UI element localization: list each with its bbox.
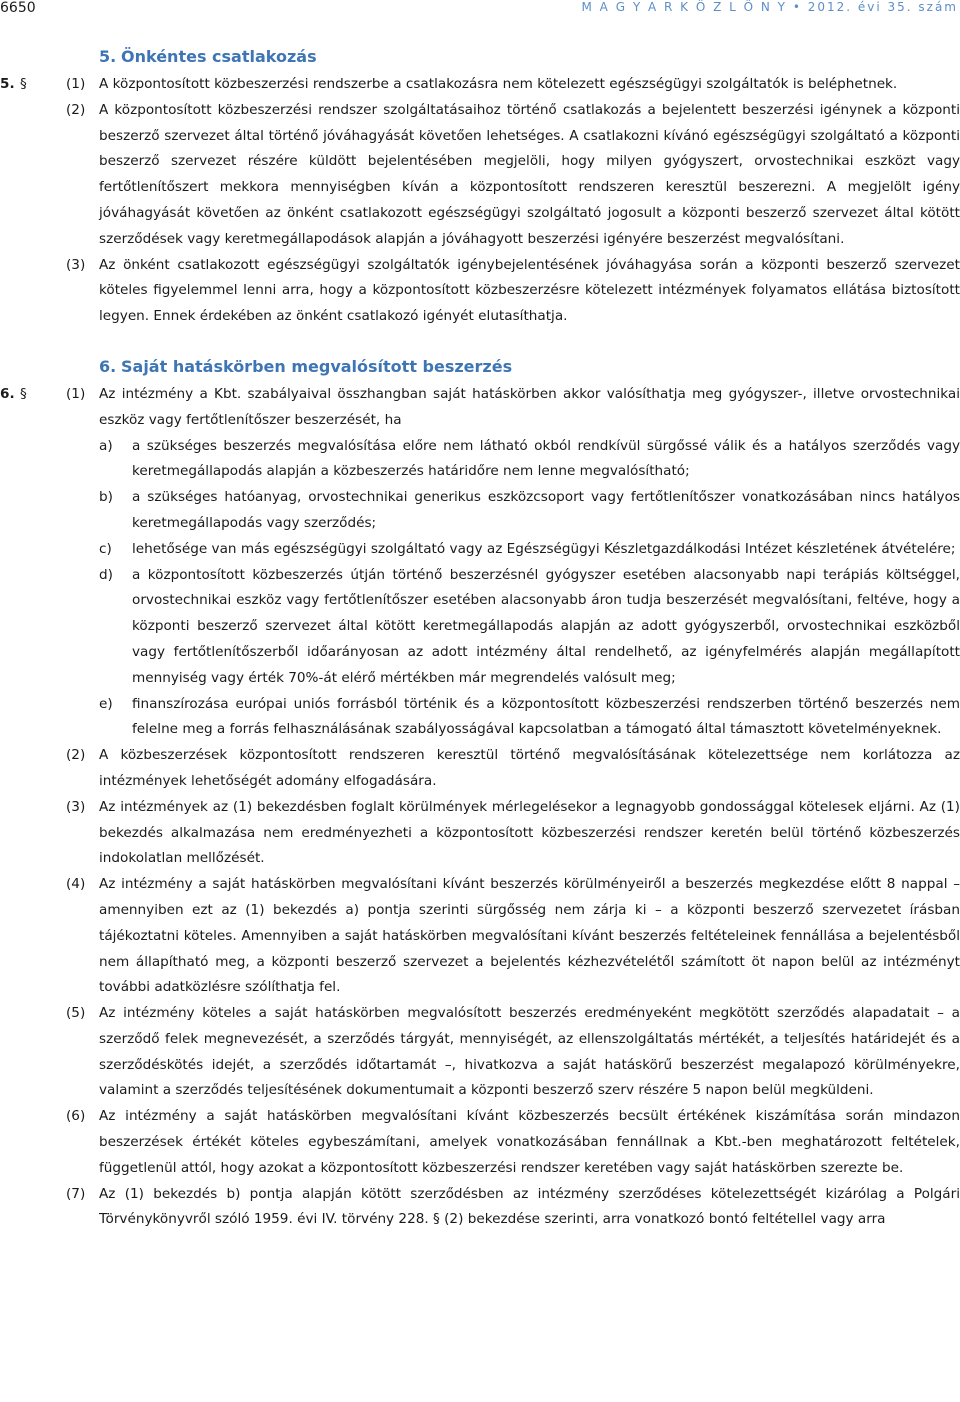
paragraph-text: Az intézmény köteles a saját hatáskörben megvalósított beszerzés eredményeként megkötött szerződés alapadatait – a szerződő felek megnevezését, a szerződés tárgyát, mennyiségét, az ellenszolgáltatás mértékét, a teljesítés határidejét és a szerződéskötés idejét, a szerződés időtartamát –, hivatkozva a saját hatáskörű beszerzést megalapozó körülményekre, valamint a szerződés teljesítésének dokumentumait a központi beszerző szerv részére 5 napon belül megküldeni. <box>99 1005 960 1099</box>
section-label: 6. <box>0 385 15 402</box>
section-title: Saját hatáskörben megvalósított beszerzés <box>121 356 513 376</box>
paragraph-number: (1) <box>66 385 86 402</box>
paragraph-number: (3) <box>66 256 86 273</box>
paragraph-number: (4) <box>66 876 86 893</box>
item-letter: a) <box>99 437 113 454</box>
list-item <box>0 485 960 537</box>
paragraph-text: Az intézmény a saját hatáskörben megvalósítani kívánt beszerzés körülményeiről a beszerzés megkezdése előtt 8 nappal – amennyiben ezt az (1) bekezdés a) pontja szerinti sürgősség nem zárja ki – a központi beszerző szervezetet írásban tájékoztatni köteles. Amennyiben a saját hatáskörben megvalósítani kívánt beszerzés feltételeinek fennállása a bejelentésből nem állapítható meg, a központi beszerző szervezet a bejelentés kézhezvételétől számított öt napon belül az intézményt további adatközlésre szólíthatja fel. <box>99 876 960 996</box>
list-item <box>0 692 960 744</box>
running-header: M A G Y A R K Ö Z L Ö N Y • 2012. évi 35. szám <box>581 0 958 14</box>
paragraph-number: (2) <box>66 747 86 764</box>
paragraph-number: (6) <box>66 1108 86 1125</box>
item-text: lehetősége van más egészségügyi szolgáltató vagy az Egészségügyi Készletgazdálkodási Intézet készletének átvételére; <box>132 540 956 557</box>
paragraph-6-7 <box>0 1182 960 1234</box>
section-sign: § <box>20 76 27 92</box>
list-item <box>0 434 960 486</box>
item-letter: e) <box>99 695 113 712</box>
item-letter: c) <box>99 540 112 557</box>
paragraph-text: A közbeszerzések központosított rendszeren keresztül történő megvalósításának kötelezettsége nem korlátozza az intézmények lehetőségét adomány elfogadására. <box>99 747 960 789</box>
paragraph-text: A központosított közbeszerzési rendszer szolgáltatásaihoz történő csatlakozás a bejelentett beszerzési igénynek a központi beszerző szervezet által történő jóváhagyását követően lehetséges. A csatlakozni kívánó egészségügyi szolgáltató a központi beszerző szervezet részére küldött bejelentésében megjelöli, hogy milyen gyógyszert, orvostechnikai eszközt vagy fertőtlenítőszert mekkora mennyiségben kíván a központosított rendszeren keresztül beszerezni. A megjelölt igény jóváhagyását követően az önként csatlakozott egészségügyi szolgáltató jogosult a központi beszerző szervezet által kötött szerződések vagy keretmegállapodások alapján a jóváhagyott beszerzési igényére beszerzést megvalósítani. <box>99 101 960 247</box>
paragraph-text: A központosított közbeszerzési rendszerbe a csatlakozásra nem kötelezett egészségügyi szolgáltatók is beléphetnek. <box>99 76 898 92</box>
paragraph-6-6 <box>0 1104 960 1181</box>
paragraph-5-3 <box>0 253 960 330</box>
paragraph-6-5 <box>0 1001 960 1104</box>
list-item <box>0 563 960 692</box>
paragraph-6-3 <box>0 795 960 872</box>
list-item <box>0 537 960 563</box>
paragraph-number: (2) <box>66 101 86 118</box>
paragraph-text: Az intézmény a Kbt. szabályaival összhangban saját hatáskörben akkor valósíthatja meg gyógyszer-, illetve orvostechnikai eszköz vagy fertőtlenítőszer beszerzését, ha <box>99 385 960 428</box>
item-text: a szükséges hatóanyag, orvostechnikai generikus eszközcsoport vagy fertőtlenítőszer vonatkozásában nincs hatályos keretmegállapodás vagy szerződés; <box>132 489 960 531</box>
section-sign: § <box>20 385 27 402</box>
paragraph-text: Az (1) bekezdés b) pontja alapján kötött szerződésben az intézmény szerződéses kötelezettségét kizárólag a Polgári Törvénykönyvről szóló 1959. évi IV. törvény 228. § (2) bekezdése szerinti, arra vonatkozó bontó feltétellel vagy arra <box>99 1185 960 1228</box>
paragraph-6-4 <box>0 872 960 1001</box>
paragraph-text: Az intézmények az (1) bekezdésben foglalt körülmények mérlegelésekor a legnagyobb gondossággal kötelesek eljárni. Az (1) bekezdés alkalmazása nem eredményezheti a központosított közbeszerzési rendszer keretén belül történő közbeszerzés indokolatlan mellőzését. <box>99 798 960 867</box>
paragraph-6-2 <box>0 743 960 795</box>
document-body <box>0 46 960 1233</box>
item-letter: b) <box>99 489 113 506</box>
paragraph-number: (7) <box>66 1185 86 1202</box>
paragraph-number: (1) <box>66 76 86 92</box>
paragraph-number: (3) <box>66 798 86 815</box>
section-heading-5 <box>0 46 960 68</box>
paragraph-6-1 <box>0 382 960 434</box>
paragraph-5-2 <box>0 98 960 253</box>
section-title: Önkéntes csatlakozás <box>121 47 317 66</box>
item-text: a szükséges beszerzés megvalósítása előre nem látható okból rendkívül sürgőssé válik és a hatályos szerződés vagy keretmegállapodás alapján a közbeszerzés határidőre nem lenne megvalósítható; <box>132 437 960 480</box>
paragraph-number: (5) <box>66 1005 86 1022</box>
item-text: finanszírozása európai uniós forrásból történik és a központosított közbeszerzési rendszerben történő beszerzés nem felelne meg a forrás felhasználásának szabályosságával kapcsolatban a támogató által támasztott követelményeknek. <box>132 695 960 738</box>
section-number: 5. <box>99 47 117 66</box>
section-label: 5. <box>0 76 15 92</box>
paragraph-5-1 <box>0 72 960 98</box>
section-heading-6 <box>0 356 960 378</box>
item-letter: d) <box>99 566 113 583</box>
page-number: 6650 <box>0 0 36 16</box>
paragraph-text: Az intézmény a saját hatáskörben megvalósítani kívánt közbeszerzés becsült értékének kiszámítása során mindazon beszerzések értékét köteles egybeszámítani, amelyek vonatkozásában fennállnak a Kbt.-ben meghatározott feltételek, függetlenül attól, hogy azokat a központosított közbeszerzési rendszer keretében vagy saját hatáskörben szerezte be. <box>99 1108 960 1176</box>
paragraph-text: Az önként csatlakozott egészségügyi szolgáltatók igénybejelentésének jóváhagyása során a központi beszerző szervezet köteles figyelemmel lenni arra, hogy a központosított közbeszerzésre kötelezett intézmények folyamatos ellátása biztosított legyen. Ennek érdekében az önként csatlakozó igényét elutasíthatja. <box>99 256 960 325</box>
section-number: 6. <box>99 356 117 376</box>
item-text: a központosított közbeszerzés útján történő beszerzésnél gyógyszer esetében alacsonyabb napi terápiás költséggel, orvostechnikai eszköz vagy fertőtlenítőszer esetében alacsonyabb áron tudja beszerzését megvalósítani, feltéve, hogy a központi beszerző szervezet által kötött keretmegállapodás alapján az adott gyógyszerből, orvostechnikai eszközből vagy fertőtlenítőszerből időarányosan az adott intézmény által rendelhető, az igényfelmérés alapján megállapított mennyiség vagy érték 70%-át elérő mértékben már megrendelés valósult meg; <box>132 566 960 686</box>
